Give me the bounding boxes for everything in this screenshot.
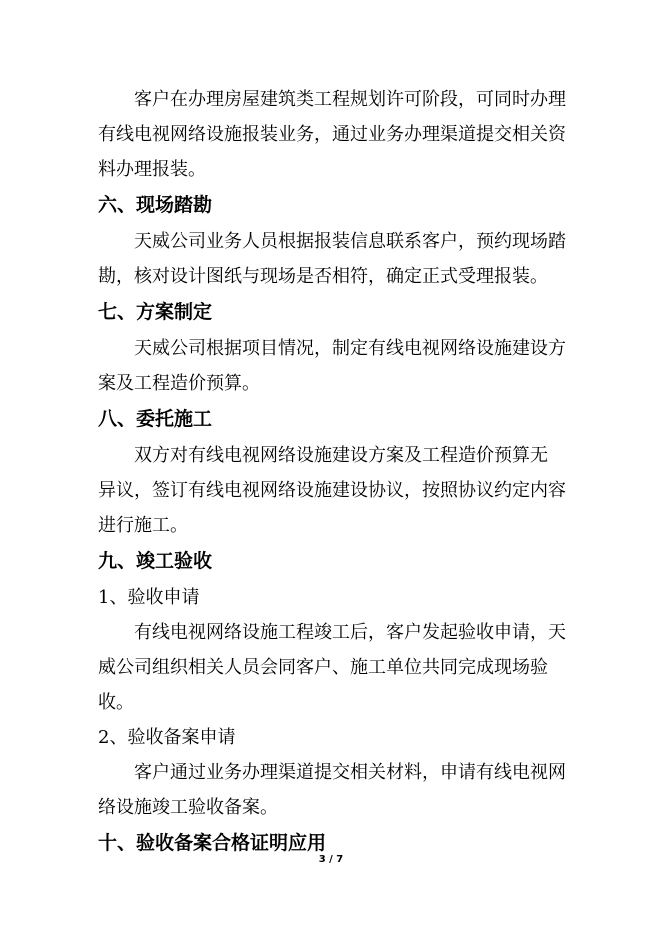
plan-paragraph [98, 331, 564, 401]
paragraph-line: 双方对有线电视网络设施建设方案及工程造价预算无 [134, 445, 548, 466]
acceptance-request-paragraph [98, 615, 564, 720]
page-number: 3 / 7 [318, 854, 344, 865]
site-survey-paragraph [98, 224, 564, 294]
section-heading-construction: 八、委托施工 [98, 408, 213, 430]
section-heading-plan: 七、方案制定 [98, 301, 213, 323]
paragraph-line: 客户通过业务办理渠道提交相关材料，申请有线电视网 [134, 762, 566, 783]
subsection-title-filing-request: 2、验收备案申请 [98, 727, 236, 748]
section-heading-site-survey: 六、现场踏勘 [98, 194, 213, 216]
paragraph-line: 有线电视网络设施工程竣工后，客户发起验收申请，天 [134, 622, 566, 643]
paragraph-line: 天威公司根据项目情况，制定有线电视网络设施建设方 [134, 338, 566, 359]
intro-paragraph [98, 82, 564, 187]
paragraph-line: 进行施工。 [98, 515, 188, 536]
paragraph-line: 异议，签订有线电视网络设施建设协议，按照协议约定内容 [98, 480, 566, 501]
paragraph-line: 收。 [98, 692, 134, 713]
document-body [98, 82, 564, 862]
section-heading-certificate: 十、验收备案合格证明应用 [98, 832, 327, 854]
paragraph-line: 威公司组织相关人员会同客户、施工单位共同完成现场验 [98, 657, 548, 678]
filing-request-paragraph [98, 755, 564, 825]
paragraph-line: 有线电视网络设施报装业务，通过业务办理渠道提交相关资 [98, 124, 566, 145]
paragraph-line: 天威公司业务人员根据报装信息联系客户，预约现场踏 [134, 231, 566, 252]
subsection-title-acceptance-request: 1、验收申请 [98, 587, 200, 608]
construction-paragraph [98, 438, 564, 543]
paragraph-line: 客户在办理房屋建筑类工程规划许可阶段，可同时办理 [134, 89, 566, 110]
paragraph-line: 料办理报装。 [98, 159, 206, 180]
paragraph-line: 络设施竣工验收备案。 [98, 797, 278, 818]
paragraph-line: 勘，核对设计图纸与现场是否相符，确定正式受理报装。 [98, 266, 548, 287]
section-heading-acceptance: 九、竣工验收 [98, 550, 213, 572]
paragraph-line: 案及工程造价预算。 [98, 373, 260, 394]
